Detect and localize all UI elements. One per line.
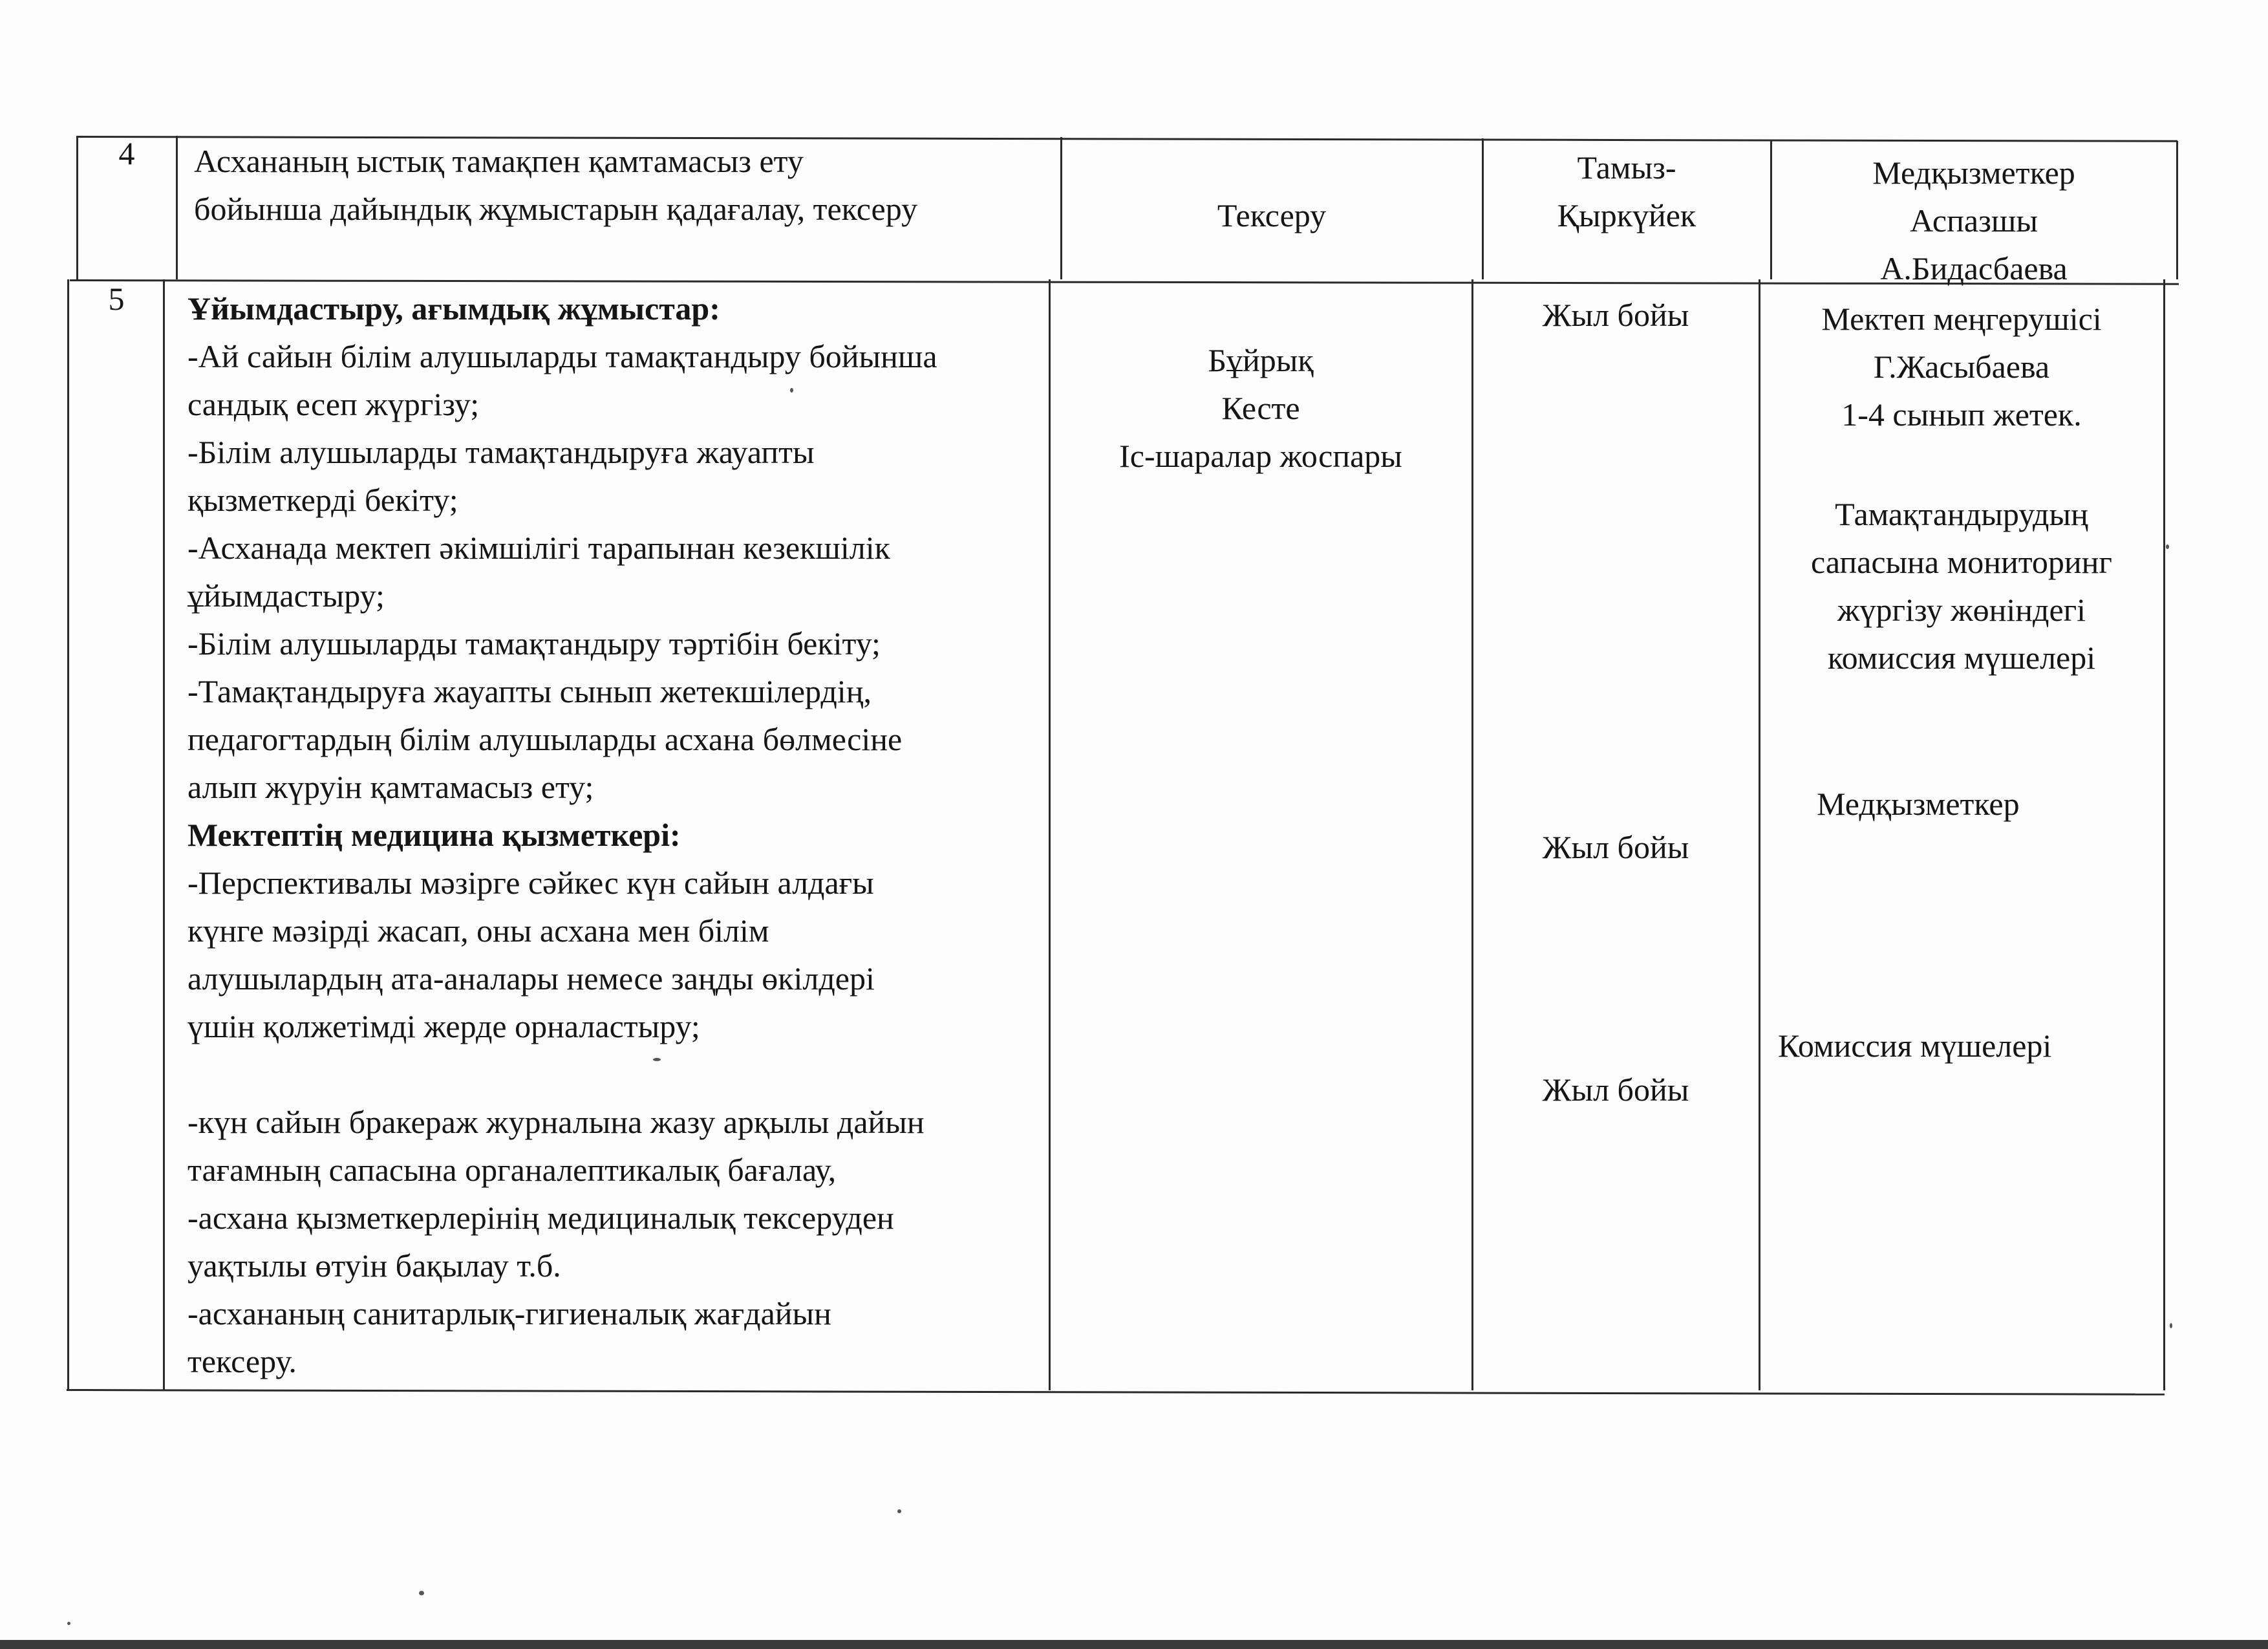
row-5-form <box>1050 336 1471 480</box>
row-5-term-1 <box>1473 291 1759 339</box>
table-left-border-lower <box>67 279 69 1390</box>
table-right-border-lower <box>2163 279 2165 1390</box>
scan-speck <box>419 1591 424 1595</box>
col-divider-number-lower <box>163 279 165 1390</box>
row-5-responsible-3 <box>1817 780 2020 828</box>
row-5-term-3 <box>1473 1066 1759 1114</box>
content-line: қызметкерді бекіту; <box>187 482 458 518</box>
row-5-number <box>70 275 163 323</box>
content-line: бойынша дайындық жұмыстарын қадағалау, тексеру <box>194 191 918 227</box>
row-5-term-2 <box>1473 823 1759 871</box>
content-line: -Перспективалы мәзірге сәйкес күн сайын алдағы <box>187 865 874 901</box>
term-line: Қыркүйек <box>1557 197 1696 233</box>
term-line: Тамыз- <box>1577 149 1676 186</box>
row-number: 5 <box>108 281 125 317</box>
content-line: -Асханада мектеп әкімшілігі тарапынан кезекшілік <box>187 530 890 566</box>
responsible-text: Комиссия мүшелері <box>1778 1028 2052 1064</box>
section-heading: Мектептің медицина қызметкері: <box>187 817 681 853</box>
row-number: 4 <box>118 135 135 171</box>
row-5-responsible-1 <box>1760 295 2163 438</box>
responsible-line: Г.Жасыбаева <box>1873 349 2050 385</box>
responsible-line: Мектеп меңгерушісі <box>1821 301 2102 337</box>
responsible-line: А.Бидасбаева <box>1880 250 2068 286</box>
content-line: сандық есеп жүргізу; <box>187 386 480 422</box>
scan-speck <box>790 388 793 393</box>
form-line: Бұйрық <box>1208 342 1314 378</box>
content-line: -күн сайын бракераж журналына жазу арқылы дайын <box>187 1104 925 1140</box>
scan-bottom-edge <box>0 1640 2268 1649</box>
content-line: алып жүруін қамтамасыз ету; <box>187 769 594 805</box>
row-4-content <box>194 137 917 233</box>
form-text: Тексеру <box>1217 197 1327 233</box>
row-4-form <box>1062 191 1482 239</box>
row-4-number <box>78 129 176 177</box>
section-heading: Ұйымдастыру, ағымдық жұмыстар: <box>187 290 720 327</box>
form-line: Іс-шаралар жоспары <box>1119 438 1402 474</box>
row-5-responsible-4 <box>1778 1022 2051 1070</box>
scan-speck <box>67 1622 70 1625</box>
content-line: -Білім алушыларды тамақтандыру тәртібін бекіту; <box>187 625 881 662</box>
scan-speck <box>897 1509 901 1513</box>
content-line: күнге мәзірді жасап, оны асхана мен білім <box>187 912 769 949</box>
table-bottom-border <box>67 1389 2165 1396</box>
term-text: Жыл бойы <box>1542 829 1689 865</box>
content-line: уақтылы өтуін бақылау т.б. <box>187 1247 561 1284</box>
col-divider-number <box>176 136 178 279</box>
responsible-line: Аспазшы <box>1910 202 2038 239</box>
table-right-border <box>2176 141 2178 279</box>
form-line: Кесте <box>1221 390 1300 426</box>
content-line: педагогтардың білім алушыларды асхана бөлмесіне <box>187 721 903 757</box>
content-line: -Ай сайын білім алушыларды тамақтандыру бойынша <box>187 338 937 374</box>
responsible-line: Тамақтандырудың <box>1835 496 2088 532</box>
row-5-content <box>187 285 937 1385</box>
term-text: Жыл бойы <box>1542 297 1689 333</box>
scan-speck <box>2166 544 2169 549</box>
content-line: -Тамақтандыруға жауапты сынып жетекшілердің, <box>187 673 872 709</box>
responsible-line: сапасына мониторинг <box>1811 544 2112 580</box>
responsible-line: жүргізу жөніндегі <box>1837 592 2086 628</box>
content-line: -Білім алушыларды тамақтандыруға жауапты <box>187 434 815 470</box>
row-4-responsible <box>1771 149 2176 292</box>
content-line: тексеру. <box>187 1343 297 1379</box>
responsible-line: 1-4 сынып жетек. <box>1841 396 2082 433</box>
blank-line <box>187 1050 937 1098</box>
responsible-text: Медқызметкер <box>1817 786 2020 822</box>
scan-speck <box>653 1058 661 1061</box>
responsible-line: Медқызметкер <box>1872 155 2075 191</box>
row-4-term <box>1483 144 1770 239</box>
responsible-line: комиссия мүшелері <box>1827 640 2096 676</box>
row-5-responsible-2 <box>1760 490 2163 682</box>
content-line: тағамның сапасына органалептикалық бағалау, <box>187 1152 837 1188</box>
scan-speck <box>2170 1323 2172 1328</box>
content-line: -асхананың санитарлық-гигиеналық жағдайын <box>187 1295 831 1331</box>
content-line: -асхана қызметкерлерінің медициналық тексеруден <box>187 1200 894 1236</box>
col-divider-term-lower <box>1759 279 1760 1390</box>
content-line: Асхананың ыстық тамақпен қамтамасыз ету <box>194 143 804 179</box>
content-line: ұйымдастыру; <box>187 577 385 614</box>
content-line: алушылардың ата-аналары немесе заңды өкілдері <box>187 960 875 997</box>
term-text: Жыл бойы <box>1542 1072 1689 1108</box>
content-line: үшін қолжетімді жерде орналастыру; <box>187 1008 700 1044</box>
